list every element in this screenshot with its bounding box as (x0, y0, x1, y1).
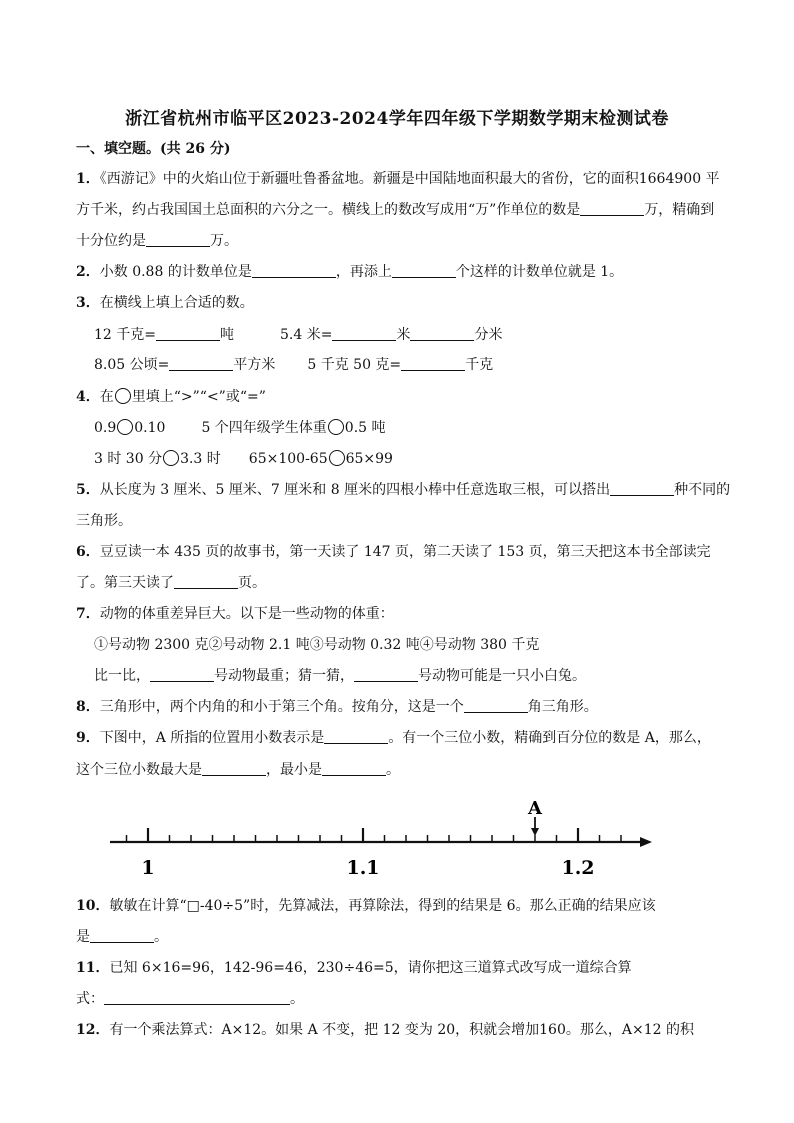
answer-blank[interactable] (252, 263, 336, 278)
compare-circle[interactable] (328, 419, 344, 435)
question-4-row-1: 0.9 0.10 5 个四年级学生体重 0.5 吨 (94, 420, 386, 436)
question-10-line-2: 是 。 (76, 929, 168, 945)
compare-circle[interactable] (329, 450, 345, 466)
answer-blank[interactable] (169, 356, 233, 371)
answer-blank[interactable] (90, 928, 154, 943)
answer-blank[interactable] (174, 574, 238, 589)
question-1-line-1: 1．《西游记》中的火焰山位于新疆吐鲁番盆地。新疆是中国陆地面积最大的省份，它的面积1664900 平 (76, 171, 720, 187)
compare-circle[interactable] (117, 419, 133, 435)
question-11-line-2: 式： 。 (76, 991, 304, 1007)
question-7-line-3: 比一比， 号动物最重；猜一猜， 号动物可能是一只小白兔。 (94, 668, 586, 684)
answer-blank[interactable] (392, 263, 456, 278)
tick-marks (127, 828, 622, 842)
question-5-line-2: 三角形。 (76, 513, 132, 529)
marker-a (527, 798, 543, 836)
circle-icon (115, 388, 131, 404)
answer-blank[interactable] (464, 698, 528, 713)
tick-label-start: 1 (141, 857, 155, 879)
question-8: 8．三角形中，两个内角的和小于第三个角。按角分，这是一个 角三角形。 (76, 699, 598, 715)
answer-blank[interactable] (202, 761, 266, 776)
question-5-line-1: 5．从长度为 3 厘米、5 厘米、7 厘米和 8 厘米的四根小棒中任意选取三根，可以搭出 种不同的 (76, 482, 731, 498)
question-6-line-2: 了。第三天读了 页。 (76, 575, 266, 591)
answer-blank[interactable] (324, 729, 388, 744)
question-9-line-1: 9．下图中，A 所指的位置用小数表示是 。有一个三位小数，精确到百分位的数是 A，那么， (76, 730, 711, 746)
answer-blank[interactable] (146, 232, 210, 247)
question-3-row-1: 12 千克= 吨 5.4 米= 米 分米 (94, 327, 503, 343)
arrow-head-icon (640, 837, 652, 847)
answer-blank[interactable] (580, 201, 644, 216)
question-9-line-2: 这个三位小数最大是 ，最小是 。 (76, 762, 400, 778)
question-3: 3．在横线上填上合适的数。 (76, 295, 254, 311)
answer-blank[interactable] (354, 667, 418, 682)
answer-blank[interactable] (401, 356, 465, 371)
question-2: 2．小数 0.88 的计数单位是 ，再添上 个这样的计数单位就是 1。 (76, 264, 624, 280)
question-10-line-1: 10．敏敏在计算“□-40÷5”时，先算减法，再算除法，得到的结果是 6。那么正确的结果应该 (76, 898, 656, 914)
question-1-line-3: 十分位约是 万。 (76, 233, 238, 249)
question-4-row-2: 3 时 30 分 3.3 时 65×100-65 65×99 (94, 451, 393, 467)
question-7: 7．动物的体重差异巨大。以下是一些动物的体重： (76, 606, 394, 622)
page-title: 浙江省杭州市临平区2023-2024学年四年级下学期数学期末检测试卷 (125, 109, 669, 129)
answer-blank[interactable] (332, 326, 396, 341)
answer-blank[interactable] (610, 481, 674, 496)
section-heading: 一、填空题。(共 26 分) (76, 141, 231, 157)
question-number: 1 (76, 171, 86, 187)
answer-blank[interactable] (410, 326, 474, 341)
tick-label-mid: 1.1 (346, 857, 380, 879)
marker-arrow-head-icon (531, 828, 539, 836)
question-4: 4．在 里填上“>”“<”或“=” (76, 389, 266, 405)
marker-label: A (528, 798, 542, 819)
question-12: 12．有一个乘法算式：A×12。如果 A 不变，把 12 变为 20，积就会增加160。那么，A×12 的积 (76, 1022, 694, 1038)
question-1-line-2: 方千米，约占我国国土总面积的六分之一。横线上的数改写成用“万”作单位的数是 万，精确到 (76, 202, 715, 218)
question-3-row-2: 8.05 公顷= 平方米 5 千克 50 克= 千克 (94, 357, 494, 373)
compare-circle[interactable] (163, 450, 179, 466)
question-11-line-1: 11．已知 6×16=96，142-96=46，230÷46=5，请你把这三道算式改写成一道综合算 (76, 960, 632, 976)
answer-blank[interactable] (104, 990, 290, 1005)
answer-blank[interactable] (322, 761, 386, 776)
number-line (100, 792, 660, 882)
question-7-list: ①号动物 2300 克②号动物 2.1 吨③号动物 0.32 吨④号动物 380 千克 (94, 637, 540, 653)
answer-blank[interactable] (150, 667, 214, 682)
tick-label-end: 1.2 (561, 857, 595, 879)
answer-blank[interactable] (156, 326, 220, 341)
question-6-line-1: 6．豆豆读一本 435 页的故事书，第一天读了 147 页，第二天读了 153 页，第三天把这本书全部读完 (76, 544, 711, 560)
